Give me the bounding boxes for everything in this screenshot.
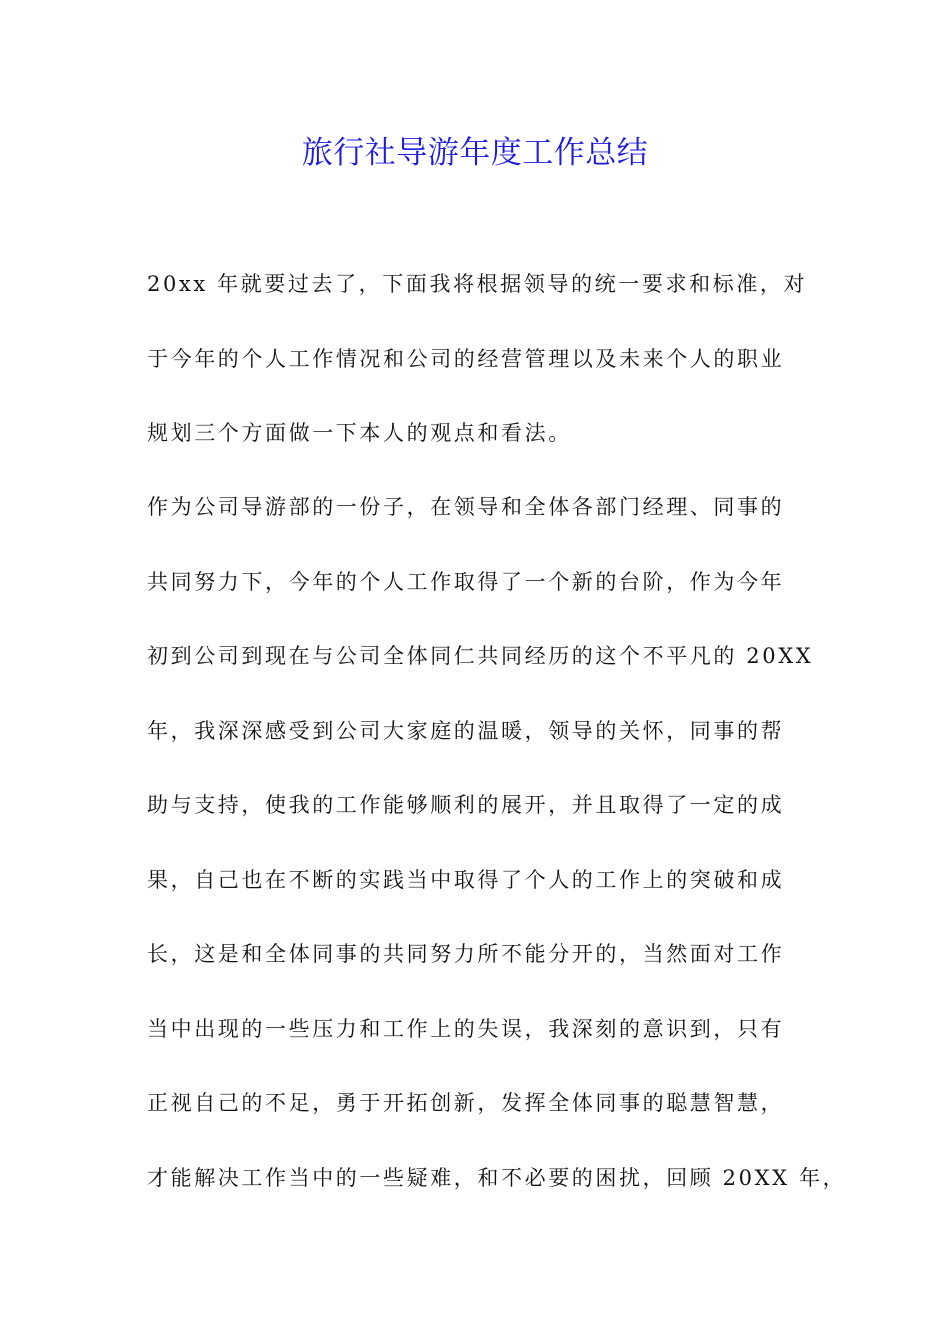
paragraph-line: 当中出现的一些压力和工作上的失误，我深刻的意识到，只有 <box>147 1016 785 1041</box>
paragraph-line: 长，这是和全体同事的共同努力所不能分开的，当然面对工作 <box>147 942 785 966</box>
paragraph-line: 果，自己也在不断的实践当中取得了个人的工作上的突破和成 <box>147 867 785 892</box>
paragraph-line: 规划三个方面做一下本人的观点和看法。 <box>147 421 572 445</box>
paragraph-line: 共同努力下，今年的个人工作取得了一个新的台阶，作为今年 <box>147 569 785 594</box>
paragraph-line: 于今年的个人工作情况和公司的经营管理以及未来个人的职业 <box>147 346 785 371</box>
paragraph-line: 20xx 年就要过去了，下面我将根据领导的统一要求和标准，对 <box>147 272 808 296</box>
paragraph-1 <box>147 247 827 471</box>
paragraph-line: 年，我深深感受到公司大家庭的温暖，领导的关怀，同事的帮 <box>147 718 785 743</box>
paragraph-line: 正视自己的不足，勇于开拓创新，发挥全体同事的聪慧智慧， <box>147 1091 785 1115</box>
paragraph-line: 初到公司到现在与公司全体同仁共同经历的这个不平凡的 20XX <box>147 644 814 668</box>
document-title: 旅行社导游年度工作总结 <box>301 135 649 171</box>
paragraph-line: 才能解决工作当中的一些疑难，和不必要的困扰，回顾 20XX 年， <box>147 1165 847 1190</box>
paragraph-line: 作为公司导游部的一份子，在领导和全体各部门经理、同事的 <box>147 495 785 519</box>
paragraph-2 <box>147 470 847 1215</box>
paragraph-line: 助与支持，使我的工作能够顺利的展开，并且取得了一定的成 <box>147 793 785 817</box>
